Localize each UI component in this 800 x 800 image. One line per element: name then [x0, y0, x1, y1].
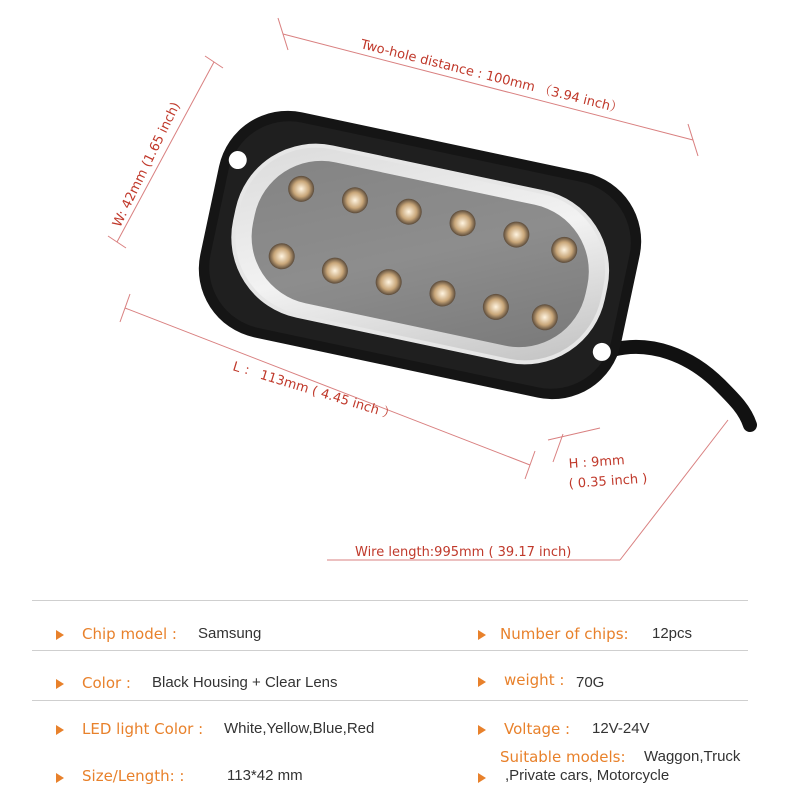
- spec-color-value: Black Housing + Clear Lens: [152, 674, 338, 691]
- spec-size-value: 113*42 mm: [227, 767, 303, 784]
- spec-row-1: [0, 615, 800, 655]
- spec-divider: [32, 600, 748, 601]
- spec-chips-value: 12pcs: [652, 625, 693, 642]
- bullet-arrow-icon: [56, 630, 64, 640]
- bullet-arrow-icon: [478, 677, 486, 687]
- dim-height: [548, 428, 648, 492]
- spec-color-label: Color :: [82, 674, 131, 692]
- dim-width: [108, 56, 223, 248]
- spec-row-2: [0, 664, 800, 704]
- dim-width-label: W: 42mm (1.65 inch): [110, 99, 184, 230]
- bullet-arrow-icon: [478, 630, 486, 640]
- spec-chips-label: Number of chips:: [500, 625, 629, 643]
- spec-divider: [32, 650, 748, 651]
- spec-models-label: Suitable models:: [500, 748, 626, 766]
- spec-voltage-label: Voltage :: [504, 720, 571, 738]
- bullet-arrow-icon: [56, 773, 64, 783]
- bullet-arrow-icon: [478, 773, 486, 783]
- dim-height-label-1: H : 9mm: [568, 453, 626, 472]
- dim-two-hole-label: Two-hole distance : 100mm （3.94 inch）: [359, 37, 625, 118]
- spec-models-value-2: ,Private cars, Motorcycle: [505, 767, 670, 784]
- bullet-arrow-icon: [56, 725, 64, 735]
- spec-chip-model-value: Samsung: [198, 625, 262, 642]
- dim-length-label: L ： 113mm ( 4.45 inch ）: [230, 359, 398, 424]
- dim-wire-label: Wire length:995mm ( 39.17 inch): [355, 545, 572, 560]
- spec-models-value-1: Waggon,Truck: [644, 748, 741, 765]
- spec-weight-value: 70G: [576, 674, 605, 691]
- spec-led-color-value: White,Yellow,Blue,Red: [224, 720, 375, 737]
- dim-wire: [327, 420, 728, 560]
- bullet-arrow-icon: [56, 679, 64, 689]
- spec-chip-model-label: Chip model :: [82, 625, 177, 643]
- spec-row-4: [0, 748, 800, 798]
- spec-led-color-label: LED light Color :: [82, 720, 204, 738]
- wire-cable: [612, 347, 750, 425]
- dim-height-label-2: ( 0.35 inch ): [568, 471, 648, 492]
- spec-weight-label: weight :: [504, 671, 565, 689]
- bullet-arrow-icon: [478, 725, 486, 735]
- spec-divider: [32, 700, 748, 701]
- spec-size-label: Size/Length: :: [82, 767, 185, 785]
- spec-row-3: [0, 710, 800, 750]
- spec-voltage-value: 12V-24V: [592, 720, 650, 737]
